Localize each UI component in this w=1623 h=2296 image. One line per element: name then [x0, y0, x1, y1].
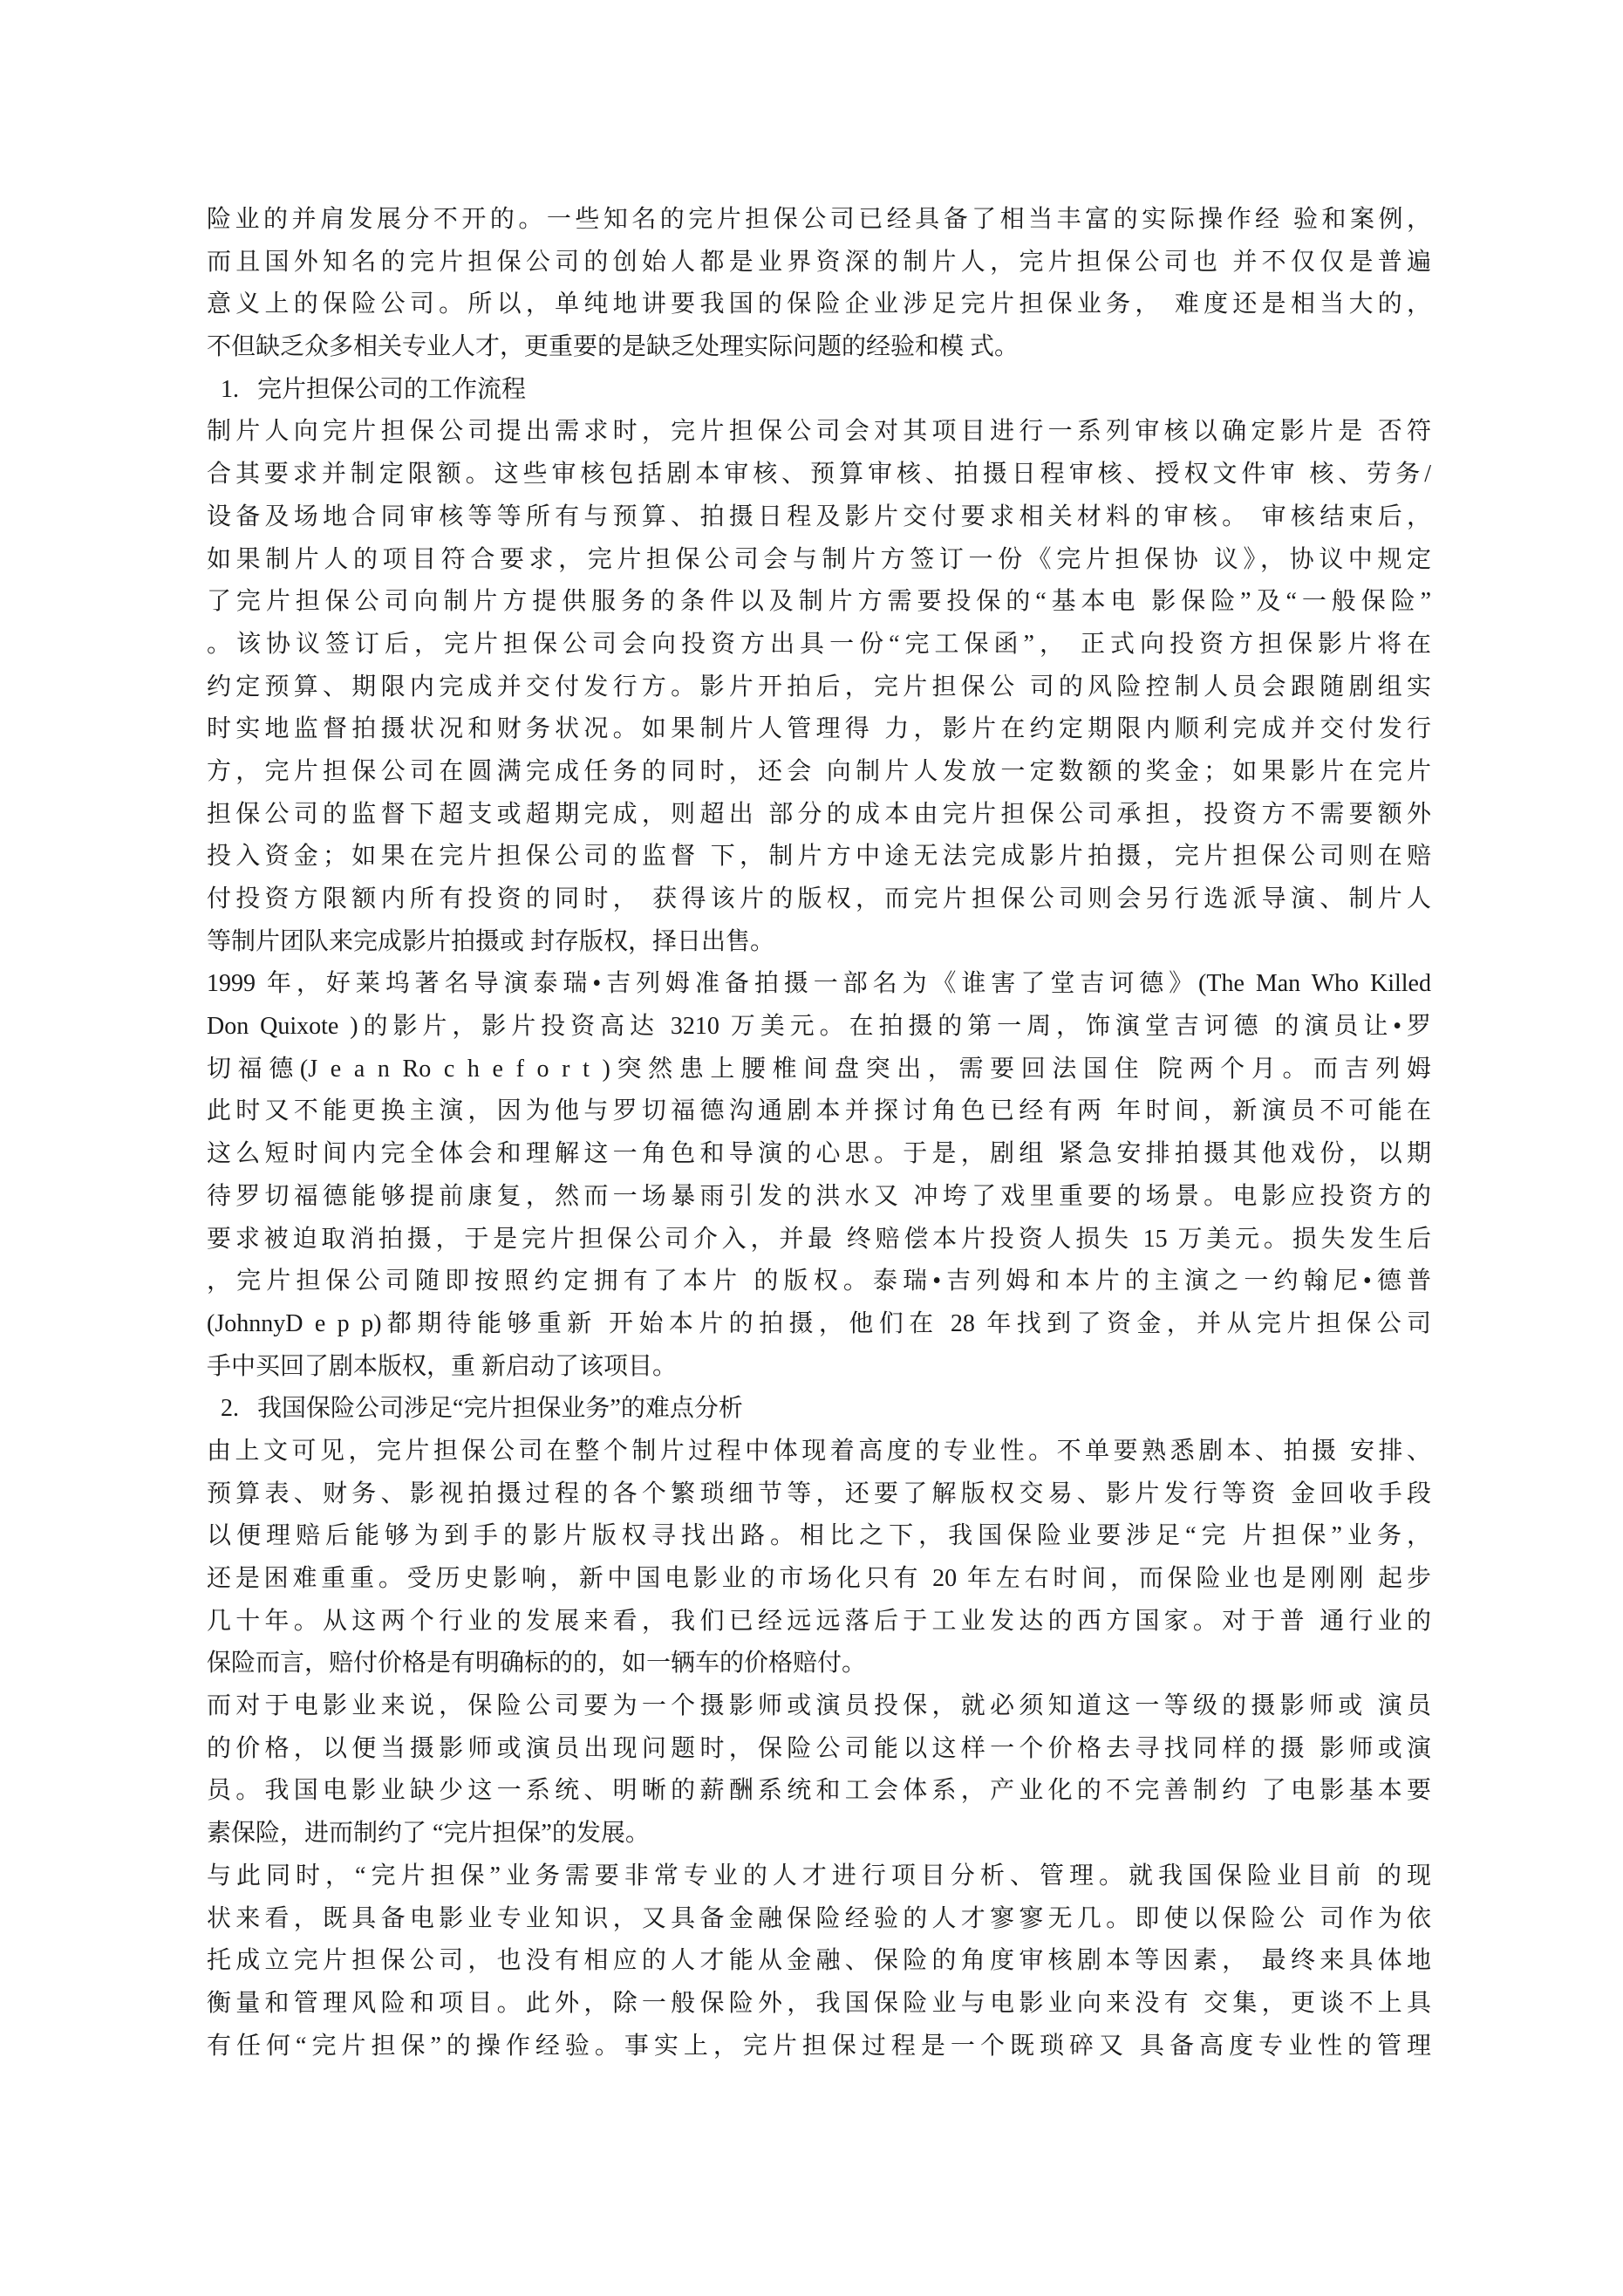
text-line: 切福德(J e a n Ro c h e f o r t )突然患上腰椎间盘突出，需要回法国住 院两个月。而吉列姆	[207, 1055, 1431, 1083]
text-line: 意义上的保险公司。所以，单纯地讲要我国的保险企业涉足完片担保业务， 难度还是相当大的，	[207, 290, 1431, 318]
text-line: 而且国外知名的完片担保公司的创始人都是业界资深的制片人，完片担保公司也 并不仅仅是普遍	[207, 248, 1431, 276]
text-line: 几十年。从这两个行业的发展来看，我们已经远远落后于工业发达的西方国家。对于普 通行业的	[207, 1607, 1431, 1635]
text-line: 有任何“完片担保”的操作经验。事实上，完片担保过程是一个既琐碎又 具备高度专业性的管理	[207, 2032, 1431, 2060]
text-line: 手中买回了剧本版权，重 新启动了该项目。	[207, 1352, 678, 1380]
text-line: 状来看，既具备电影业专业知识，又具备金融保险经验的人才寥寥无几。即使以保险公 司作为依	[207, 1904, 1431, 1932]
text-line: 1999 年，好莱坞著名导演泰瑞•吉列姆准备拍摄一部名为《谁害了堂吉诃德》(The Man Who Killed	[207, 970, 1431, 998]
text-line: 约定预算、期限内完成并交付发行方。影片开拍后，完片担保公 司的风险控制人员会跟随剧组实	[207, 673, 1431, 700]
text-line: 如果制片人的项目符合要求，完片担保公司会与制片方签订一份《完片担保协 议》，协议中规定	[207, 545, 1431, 573]
text-line: 付投资方限额内所有投资的同时， 获得该片的版权，而完片担保公司则会另行选派导演、制片人	[207, 885, 1431, 912]
text-line: 还是困难重重。受历史影响，新中国电影业的市场化只有 20 年左右时间，而保险业也是刚刚 起步	[207, 1565, 1431, 1592]
text-line: Don Quixote )的影片，影片投资高达 3210 万美元。在拍摄的第一周，饰演堂吉诃德 的演员让•罗	[207, 1013, 1431, 1041]
document-body	[207, 199, 1431, 2067]
text-line: 担保公司的监督下超支或超期完成，则超出 部分的成本由完片担保公司承担，投资方不需要额外	[207, 800, 1431, 828]
text-line: 这么短时间内完全体会和理解这一角色和导演的心思。于是，剧组 紧急安排拍摄其他戏份，以期	[207, 1140, 1431, 1168]
text-line: 投入资金；如果在完片担保公司的监督 下，制片方中途无法完成影片拍摄，完片担保公司则在赔	[207, 843, 1431, 871]
text-line: 险业的并肩发展分不开的。一些知名的完片担保公司已经具备了相当丰富的实际操作经 验和案例，	[207, 206, 1431, 233]
text-line: 以便理赔后能够为到手的影片版权寻找出路。相比之下，我国保险业要涉足“完 片担保”业务，	[207, 1522, 1431, 1550]
text-line: 不但缺乏众多相关专业人才，更重要的是缺乏处理实际问题的经验和模 式。	[207, 333, 1019, 361]
text-line: 要求被迫取消拍摄，于是完片担保公司介入，并最 终赔偿本片投资人损失 15 万美元。损失发生后	[207, 1225, 1431, 1253]
text-line: 由上文可见，完片担保公司在整个制片过程中体现着高度的专业性。不单要熟悉剧本、拍摄 安排、	[207, 1437, 1431, 1465]
text-line: 了完片担保公司向制片方提供服务的条件以及制片方需要投保的“基本电 影保险”及“一般保险”	[207, 588, 1431, 616]
section-heading: 1. 完片担保公司的工作流程	[221, 375, 527, 403]
text-line: 待罗切福德能够提前康复，然而一场暴雨引发的洪水又 冲垮了戏里重要的场景。电影应投资方的	[207, 1182, 1431, 1210]
text-line: 托成立完片担保公司，也没有相应的人才能从金融、保险的角度审核剧本等因素， 最终来具体地	[207, 1947, 1431, 1975]
text-line: 而对于电影业来说，保险公司要为一个摄影师或演员投保，就必须知道这一等级的摄影师或 演员	[207, 1692, 1431, 1720]
text-line: 预算表、财务、影视拍摄过程的各个繁琐细节等，还要了解版权交易、影片发行等资 金回收手段	[207, 1479, 1431, 1507]
text-line: 。该协议签订后，完片担保公司会向投资方出具一份“完工保函”， 正式向投资方担保影片将在	[207, 630, 1431, 658]
text-line: 等制片团队来完成影片拍摄或 封存版权，择日出售。	[207, 927, 775, 955]
text-line: 保险而言，赔付价格是有明确标的的，如一辆车的价格赔付。	[207, 1650, 867, 1678]
text-line: (JohnnyD e p p)都期待能够重新 开始本片的拍摄，他们在 28 年找到了资金，并从完片担保公司	[207, 1309, 1431, 1337]
section-heading: 2. 我国保险公司涉足“完片担保业务”的难点分析	[221, 1395, 743, 1423]
text-line: 与此同时，“完片担保”业务需要非常专业的人才进行项目分析、管理。就我国保险业目前 的现	[207, 1862, 1431, 1889]
text-line: ，完片担保公司随即按照约定拥有了本片 的版权。泰瑞•吉列姆和本片的主演之一约翰尼•德普	[207, 1268, 1431, 1295]
text-line: 素保险，进而制约了 “完片担保”的发展。	[207, 1820, 650, 1848]
text-line: 衡量和管理风险和项目。此外，除一般保险外，我国保险业与电影业向来没有 交集，更谈不上具	[207, 1989, 1431, 2017]
text-line: 方，完片担保公司在圆满完成任务的同时，还会 向制片人发放一定数额的奖金；如果影片在完片	[207, 757, 1431, 785]
text-line: 员。我国电影业缺少这一系统、明晰的薪酬系统和工会体系，产业化的不完善制约 了电影基本要	[207, 1777, 1431, 1805]
text-line: 的价格，以便当摄影师或演员出现问题时，保险公司能以这样一个价格去寻找同样的摄 影师或演	[207, 1734, 1431, 1762]
text-line: 设备及场地合同审核等等所有与预算、拍摄日程及影片交付要求相关材料的审核。 审核结束后，	[207, 502, 1431, 530]
text-line: 合其要求并制定限额。这些审核包括剧本审核、预算审核、拍摄日程审核、授权文件审 核、劳务/	[207, 461, 1431, 489]
text-line: 时实地监督拍摄状况和财务状况。如果制片人管理得 力，影片在约定期限内顺利完成并交付发行	[207, 715, 1431, 743]
text-line: 制片人向完片担保公司提出需求时，完片担保公司会对其项目进行一系列审核以确定影片是 否符	[207, 418, 1431, 446]
text-line: 此时又不能更换主演，因为他与罗切福德沟通剧本并探讨角色已经有两 年时间，新演员不可能在	[207, 1097, 1431, 1125]
